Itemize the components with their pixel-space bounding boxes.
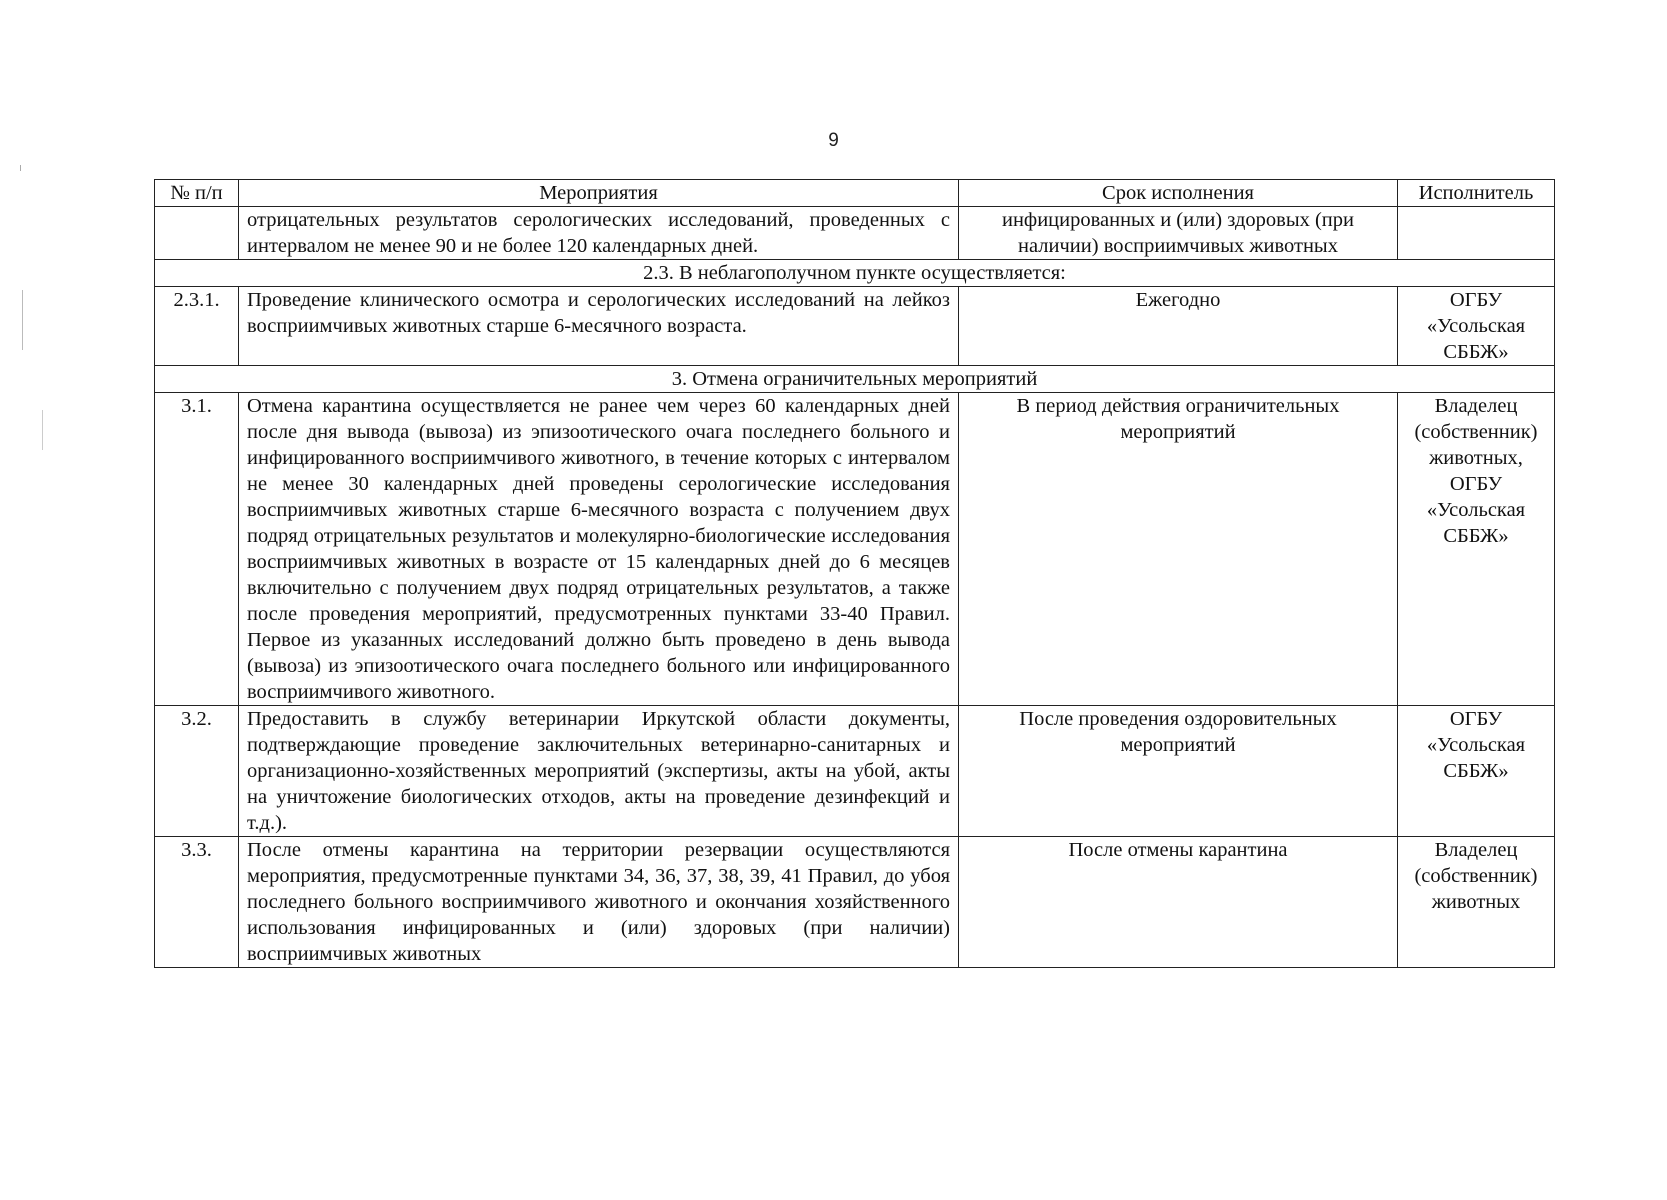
table-row	[155, 706, 1555, 837]
header-term: Срок исполнения	[959, 180, 1398, 207]
scan-artifact	[22, 290, 23, 350]
row-activity: Проведение клинического осмотра и серологических исследований на лейкоз восприимчивых животных старше 6-месячного возраста.	[239, 287, 959, 366]
row-term: В период действия ограничительных мероприятий	[959, 393, 1398, 706]
row-executor: Владелец (собственник) животных	[1398, 837, 1555, 968]
header-activities: Мероприятия	[239, 180, 959, 207]
section-row	[155, 366, 1555, 393]
row-num: 3.2.	[155, 706, 239, 837]
row-term: После отмены карантина	[959, 837, 1398, 968]
row-executor: Владелец (собственник) животных, ОГБУ «Усольская СББЖ»	[1398, 393, 1555, 706]
row-activity: отрицательных результатов серологических исследований, проведенных с интервалом не менее 90 и не более 120 календарных дней.	[239, 207, 959, 260]
row-num: 3.3.	[155, 837, 239, 968]
row-activity: Предоставить в службу ветеринарии Иркутской области документы, подтверждающие проведение заключительных ветеринарно-санитарных и организационно-хозяйственных мероприятий (экспертизы, акты на убой, акты на уничтожение биологических отходов, акты на проведение дезинфекций и т.д.).	[239, 706, 959, 837]
table-row	[155, 837, 1555, 968]
table-row	[155, 393, 1555, 706]
section-title: 2.3. В неблагополучном пункте осуществляется:	[155, 260, 1555, 287]
row-term: инфицированных и (или) здоровых (при наличии) восприимчивых животных	[959, 207, 1398, 260]
row-term: Ежегодно	[959, 287, 1398, 366]
row-activity: Отмена карантина осуществляется не ранее чем через 60 календарных дней после дня вывода (вывоза) из эпизоотического очага последнего больного и инфицированного восприимчивого животного, в течение которых с интервалом не менее 30 календарных дней проведены серологические исследования восприимчивых животных старше 6-месячного возраста с получением двух подряд отрицательных результатов и молекулярно-биологические исследования восприимчивых животных в возрасте от 15 календарных дней до 6 месяцев включительно с получением двух подряд отрицательных результатов, а также после проведения мероприятий, предусмотренных пунктами 33-40 Правил. Первое из указанных исследований должно быть проведено в день вывода (вывоза) из эпизоотического очага последнего больного или инфицированного восприимчивого животного.	[239, 393, 959, 706]
scan-artifact	[20, 165, 21, 171]
page-number: 9	[828, 130, 839, 151]
scan-artifact	[42, 410, 43, 450]
section-row	[155, 260, 1555, 287]
row-executor: ОГБУ «Усольская СББЖ»	[1398, 287, 1555, 366]
row-activity: После отмены карантина на территории резервации осуществляются мероприятия, предусмотренные пунктами 34, 36, 37, 38, 39, 41 Правил, до убоя последнего больного восприимчивого животного и окончания хозяйственного использования инфицированных и (или) здоровых (при наличии) восприимчивых животных	[239, 837, 959, 968]
row-num: 2.3.1.	[155, 287, 239, 366]
row-executor: ОГБУ «Усольская СББЖ»	[1398, 706, 1555, 837]
table-row	[155, 287, 1555, 366]
table-row	[155, 207, 1555, 260]
header-num: № п/п	[155, 180, 239, 207]
row-num: 3.1.	[155, 393, 239, 706]
table-header-row	[155, 180, 1555, 207]
section-title: 3. Отмена ограничительных мероприятий	[155, 366, 1555, 393]
row-term: После проведения оздоровительных мероприятий	[959, 706, 1398, 837]
row-executor	[1398, 207, 1555, 260]
measures-table	[154, 179, 1555, 968]
header-executor: Исполнитель	[1398, 180, 1555, 207]
row-num	[155, 207, 239, 260]
